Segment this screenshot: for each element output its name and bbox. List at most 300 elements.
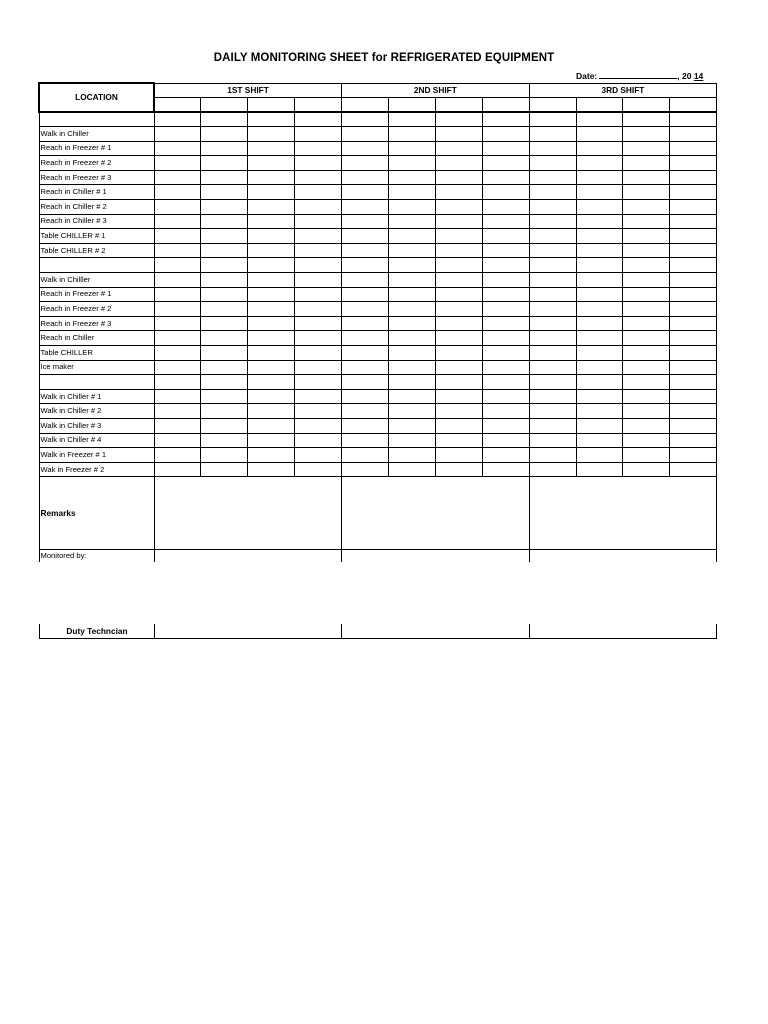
reading-cell[interactable] <box>388 185 435 200</box>
reading-cell[interactable] <box>201 214 248 229</box>
sub-header-cell[interactable] <box>576 97 623 112</box>
reading-cell[interactable] <box>529 185 576 200</box>
reading-cell[interactable] <box>623 141 670 156</box>
reading-cell[interactable] <box>154 185 201 200</box>
reading-cell[interactable] <box>623 112 670 127</box>
reading-cell[interactable] <box>576 448 623 463</box>
reading-cell[interactable] <box>435 229 482 244</box>
reading-cell[interactable] <box>435 418 482 433</box>
reading-cell[interactable] <box>201 258 248 273</box>
reading-cell[interactable] <box>295 331 342 346</box>
reading-cell[interactable] <box>388 316 435 331</box>
reading-cell[interactable] <box>154 404 201 419</box>
reading-cell[interactable] <box>295 214 342 229</box>
reading-cell[interactable] <box>295 375 342 390</box>
reading-cell[interactable] <box>670 433 717 448</box>
reading-cell[interactable] <box>248 273 295 288</box>
reading-cell[interactable] <box>482 418 529 433</box>
reading-cell[interactable] <box>623 375 670 390</box>
reading-cell[interactable] <box>623 316 670 331</box>
reading-cell[interactable] <box>248 141 295 156</box>
reading-cell[interactable] <box>342 346 389 361</box>
reading-cell[interactable] <box>435 331 482 346</box>
reading-cell[interactable] <box>201 346 248 361</box>
reading-cell[interactable] <box>248 112 295 127</box>
reading-cell[interactable] <box>248 448 295 463</box>
reading-cell[interactable] <box>529 360 576 375</box>
reading-cell[interactable] <box>576 170 623 185</box>
reading-cell[interactable] <box>295 156 342 171</box>
reading-cell[interactable] <box>670 243 717 258</box>
reading-cell[interactable] <box>342 462 389 477</box>
reading-cell[interactable] <box>201 360 248 375</box>
reading-cell[interactable] <box>482 229 529 244</box>
reading-cell[interactable] <box>435 258 482 273</box>
reading-cell[interactable] <box>388 127 435 142</box>
reading-cell[interactable] <box>342 156 389 171</box>
reading-cell[interactable] <box>388 214 435 229</box>
reading-cell[interactable] <box>576 273 623 288</box>
reading-cell[interactable] <box>295 389 342 404</box>
reading-cell[interactable] <box>529 200 576 215</box>
reading-cell[interactable] <box>670 462 717 477</box>
reading-cell[interactable] <box>154 346 201 361</box>
reading-cell[interactable] <box>295 229 342 244</box>
reading-cell[interactable] <box>342 127 389 142</box>
reading-cell[interactable] <box>201 170 248 185</box>
reading-cell[interactable] <box>576 433 623 448</box>
reading-cell[interactable] <box>154 200 201 215</box>
reading-cell[interactable] <box>576 418 623 433</box>
reading-cell[interactable] <box>670 346 717 361</box>
reading-cell[interactable] <box>435 141 482 156</box>
reading-cell[interactable] <box>529 243 576 258</box>
reading-cell[interactable] <box>482 112 529 127</box>
reading-cell[interactable] <box>576 389 623 404</box>
reading-cell[interactable] <box>388 302 435 317</box>
reading-cell[interactable] <box>154 258 201 273</box>
reading-cell[interactable] <box>201 389 248 404</box>
reading-cell[interactable] <box>529 316 576 331</box>
reading-cell[interactable] <box>623 462 670 477</box>
reading-cell[interactable] <box>623 243 670 258</box>
reading-cell[interactable] <box>201 273 248 288</box>
reading-cell[interactable] <box>388 375 435 390</box>
reading-cell[interactable] <box>154 112 201 127</box>
reading-cell[interactable] <box>529 170 576 185</box>
reading-cell[interactable] <box>201 418 248 433</box>
reading-cell[interactable] <box>295 287 342 302</box>
reading-cell[interactable] <box>248 200 295 215</box>
sub-header-cell[interactable] <box>201 97 248 112</box>
reading-cell[interactable] <box>154 375 201 390</box>
reading-cell[interactable] <box>670 331 717 346</box>
reading-cell[interactable] <box>388 448 435 463</box>
reading-cell[interactable] <box>670 302 717 317</box>
reading-cell[interactable] <box>248 389 295 404</box>
reading-cell[interactable] <box>576 243 623 258</box>
reading-cell[interactable] <box>248 170 295 185</box>
reading-cell[interactable] <box>248 302 295 317</box>
reading-cell[interactable] <box>295 243 342 258</box>
reading-cell[interactable] <box>154 331 201 346</box>
reading-cell[interactable] <box>529 462 576 477</box>
reading-cell[interactable] <box>154 316 201 331</box>
reading-cell[interactable] <box>670 273 717 288</box>
reading-cell[interactable] <box>201 200 248 215</box>
reading-cell[interactable] <box>435 243 482 258</box>
reading-cell[interactable] <box>670 141 717 156</box>
reading-cell[interactable] <box>623 418 670 433</box>
reading-cell[interactable] <box>388 170 435 185</box>
reading-cell[interactable] <box>482 462 529 477</box>
reading-cell[interactable] <box>342 214 389 229</box>
reading-cell[interactable] <box>295 418 342 433</box>
reading-cell[interactable] <box>623 214 670 229</box>
reading-cell[interactable] <box>576 346 623 361</box>
reading-cell[interactable] <box>342 316 389 331</box>
reading-cell[interactable] <box>435 302 482 317</box>
reading-cell[interactable] <box>435 389 482 404</box>
reading-cell[interactable] <box>670 404 717 419</box>
reading-cell[interactable] <box>623 229 670 244</box>
reading-cell[interactable] <box>248 433 295 448</box>
reading-cell[interactable] <box>670 156 717 171</box>
reading-cell[interactable] <box>482 448 529 463</box>
reading-cell[interactable] <box>388 331 435 346</box>
reading-cell[interactable] <box>435 200 482 215</box>
reading-cell[interactable] <box>670 170 717 185</box>
reading-cell[interactable] <box>529 418 576 433</box>
reading-cell[interactable] <box>435 360 482 375</box>
reading-cell[interactable] <box>154 127 201 142</box>
reading-cell[interactable] <box>623 156 670 171</box>
reading-cell[interactable] <box>576 200 623 215</box>
reading-cell[interactable] <box>482 389 529 404</box>
reading-cell[interactable] <box>670 316 717 331</box>
reading-cell[interactable] <box>482 141 529 156</box>
reading-cell[interactable] <box>529 214 576 229</box>
sub-header-cell[interactable] <box>670 97 717 112</box>
reading-cell[interactable] <box>154 433 201 448</box>
sub-header-cell[interactable] <box>529 97 576 112</box>
reading-cell[interactable] <box>295 273 342 288</box>
reading-cell[interactable] <box>482 375 529 390</box>
reading-cell[interactable] <box>670 287 717 302</box>
reading-cell[interactable] <box>201 156 248 171</box>
reading-cell[interactable] <box>248 316 295 331</box>
reading-cell[interactable] <box>529 127 576 142</box>
reading-cell[interactable] <box>388 346 435 361</box>
reading-cell[interactable] <box>201 462 248 477</box>
sub-header-cell[interactable] <box>482 97 529 112</box>
reading-cell[interactable] <box>201 433 248 448</box>
reading-cell[interactable] <box>388 360 435 375</box>
reading-cell[interactable] <box>248 243 295 258</box>
reading-cell[interactable] <box>248 462 295 477</box>
reading-cell[interactable] <box>154 273 201 288</box>
reading-cell[interactable] <box>201 448 248 463</box>
reading-cell[interactable] <box>342 302 389 317</box>
reading-cell[interactable] <box>482 302 529 317</box>
reading-cell[interactable] <box>154 360 201 375</box>
reading-cell[interactable] <box>576 404 623 419</box>
reading-cell[interactable] <box>482 243 529 258</box>
reading-cell[interactable] <box>342 331 389 346</box>
reading-cell[interactable] <box>529 331 576 346</box>
reading-cell[interactable] <box>482 316 529 331</box>
reading-cell[interactable] <box>670 360 717 375</box>
remarks-shift-1-field[interactable] <box>154 477 342 550</box>
reading-cell[interactable] <box>388 273 435 288</box>
reading-cell[interactable] <box>342 243 389 258</box>
reading-cell[interactable] <box>576 375 623 390</box>
reading-cell[interactable] <box>342 185 389 200</box>
reading-cell[interactable] <box>670 229 717 244</box>
reading-cell[interactable] <box>623 258 670 273</box>
reading-cell[interactable] <box>201 404 248 419</box>
reading-cell[interactable] <box>295 360 342 375</box>
reading-cell[interactable] <box>435 185 482 200</box>
reading-cell[interactable] <box>248 331 295 346</box>
reading-cell[interactable] <box>529 375 576 390</box>
reading-cell[interactable] <box>435 448 482 463</box>
sub-header-cell[interactable] <box>342 97 389 112</box>
reading-cell[interactable] <box>623 389 670 404</box>
reading-cell[interactable] <box>670 448 717 463</box>
reading-cell[interactable] <box>435 462 482 477</box>
reading-cell[interactable] <box>388 287 435 302</box>
reading-cell[interactable] <box>342 287 389 302</box>
reading-cell[interactable] <box>342 448 389 463</box>
reading-cell[interactable] <box>248 418 295 433</box>
monitored-by-shift-1-field[interactable] <box>154 550 342 563</box>
reading-cell[interactable] <box>342 141 389 156</box>
reading-cell[interactable] <box>529 258 576 273</box>
reading-cell[interactable] <box>670 200 717 215</box>
reading-cell[interactable] <box>482 360 529 375</box>
reading-cell[interactable] <box>623 200 670 215</box>
reading-cell[interactable] <box>342 170 389 185</box>
reading-cell[interactable] <box>482 273 529 288</box>
reading-cell[interactable] <box>248 258 295 273</box>
reading-cell[interactable] <box>248 185 295 200</box>
duty-technician-shift-2-field[interactable] <box>342 624 530 639</box>
duty-technician-shift-1-field[interactable] <box>154 624 342 639</box>
reading-cell[interactable] <box>248 214 295 229</box>
sub-header-cell[interactable] <box>388 97 435 112</box>
reading-cell[interactable] <box>482 287 529 302</box>
reading-cell[interactable] <box>248 346 295 361</box>
reading-cell[interactable] <box>154 243 201 258</box>
reading-cell[interactable] <box>295 462 342 477</box>
reading-cell[interactable] <box>295 316 342 331</box>
reading-cell[interactable] <box>201 331 248 346</box>
sub-header-cell[interactable] <box>154 97 201 112</box>
reading-cell[interactable] <box>295 404 342 419</box>
reading-cell[interactable] <box>670 185 717 200</box>
reading-cell[interactable] <box>154 448 201 463</box>
reading-cell[interactable] <box>154 214 201 229</box>
reading-cell[interactable] <box>154 418 201 433</box>
reading-cell[interactable] <box>388 229 435 244</box>
reading-cell[interactable] <box>248 360 295 375</box>
reading-cell[interactable] <box>388 200 435 215</box>
reading-cell[interactable] <box>623 448 670 463</box>
reading-cell[interactable] <box>435 346 482 361</box>
reading-cell[interactable] <box>482 200 529 215</box>
reading-cell[interactable] <box>295 185 342 200</box>
reading-cell[interactable] <box>388 462 435 477</box>
reading-cell[interactable] <box>342 360 389 375</box>
reading-cell[interactable] <box>388 243 435 258</box>
reading-cell[interactable] <box>201 112 248 127</box>
reading-cell[interactable] <box>482 185 529 200</box>
reading-cell[interactable] <box>342 433 389 448</box>
reading-cell[interactable] <box>576 302 623 317</box>
reading-cell[interactable] <box>482 331 529 346</box>
reading-cell[interactable] <box>529 433 576 448</box>
reading-cell[interactable] <box>482 170 529 185</box>
reading-cell[interactable] <box>154 229 201 244</box>
reading-cell[interactable] <box>576 287 623 302</box>
reading-cell[interactable] <box>295 112 342 127</box>
reading-cell[interactable] <box>482 127 529 142</box>
reading-cell[interactable] <box>435 433 482 448</box>
reading-cell[interactable] <box>201 141 248 156</box>
reading-cell[interactable] <box>576 229 623 244</box>
reading-cell[interactable] <box>295 448 342 463</box>
reading-cell[interactable] <box>201 229 248 244</box>
reading-cell[interactable] <box>576 360 623 375</box>
reading-cell[interactable] <box>201 302 248 317</box>
reading-cell[interactable] <box>576 185 623 200</box>
reading-cell[interactable] <box>670 258 717 273</box>
reading-cell[interactable] <box>295 141 342 156</box>
reading-cell[interactable] <box>154 462 201 477</box>
reading-cell[interactable] <box>623 185 670 200</box>
reading-cell[interactable] <box>576 156 623 171</box>
remarks-shift-2-field[interactable] <box>342 477 530 550</box>
reading-cell[interactable] <box>482 433 529 448</box>
reading-cell[interactable] <box>529 346 576 361</box>
reading-cell[interactable] <box>482 156 529 171</box>
reading-cell[interactable] <box>529 229 576 244</box>
reading-cell[interactable] <box>482 214 529 229</box>
reading-cell[interactable] <box>576 331 623 346</box>
reading-cell[interactable] <box>154 141 201 156</box>
reading-cell[interactable] <box>248 287 295 302</box>
duty-technician-shift-3-field[interactable] <box>529 624 717 639</box>
reading-cell[interactable] <box>248 156 295 171</box>
reading-cell[interactable] <box>388 389 435 404</box>
reading-cell[interactable] <box>435 375 482 390</box>
reading-cell[interactable] <box>388 404 435 419</box>
reading-cell[interactable] <box>295 200 342 215</box>
reading-cell[interactable] <box>201 127 248 142</box>
reading-cell[interactable] <box>342 200 389 215</box>
reading-cell[interactable] <box>623 127 670 142</box>
reading-cell[interactable] <box>295 346 342 361</box>
reading-cell[interactable] <box>482 346 529 361</box>
reading-cell[interactable] <box>623 170 670 185</box>
reading-cell[interactable] <box>482 258 529 273</box>
sub-header-cell[interactable] <box>623 97 670 112</box>
reading-cell[interactable] <box>435 273 482 288</box>
reading-cell[interactable] <box>623 404 670 419</box>
reading-cell[interactable] <box>435 214 482 229</box>
reading-cell[interactable] <box>295 302 342 317</box>
remarks-shift-3-field[interactable] <box>529 477 717 550</box>
reading-cell[interactable] <box>388 112 435 127</box>
reading-cell[interactable] <box>435 287 482 302</box>
reading-cell[interactable] <box>529 156 576 171</box>
reading-cell[interactable] <box>576 214 623 229</box>
reading-cell[interactable] <box>201 185 248 200</box>
reading-cell[interactable] <box>435 404 482 419</box>
sub-header-cell[interactable] <box>248 97 295 112</box>
reading-cell[interactable] <box>342 418 389 433</box>
reading-cell[interactable] <box>295 127 342 142</box>
reading-cell[interactable] <box>342 375 389 390</box>
reading-cell[interactable] <box>248 404 295 419</box>
reading-cell[interactable] <box>201 316 248 331</box>
reading-cell[interactable] <box>576 141 623 156</box>
reading-cell[interactable] <box>342 258 389 273</box>
reading-cell[interactable] <box>670 375 717 390</box>
reading-cell[interactable] <box>623 346 670 361</box>
reading-cell[interactable] <box>295 170 342 185</box>
reading-cell[interactable] <box>154 287 201 302</box>
reading-cell[interactable] <box>623 433 670 448</box>
sub-header-cell[interactable] <box>435 97 482 112</box>
reading-cell[interactable] <box>623 273 670 288</box>
reading-cell[interactable] <box>154 156 201 171</box>
reading-cell[interactable] <box>435 127 482 142</box>
reading-cell[interactable] <box>248 229 295 244</box>
reading-cell[interactable] <box>435 170 482 185</box>
reading-cell[interactable] <box>529 287 576 302</box>
reading-cell[interactable] <box>295 433 342 448</box>
reading-cell[interactable] <box>576 316 623 331</box>
reading-cell[interactable] <box>670 214 717 229</box>
reading-cell[interactable] <box>388 156 435 171</box>
reading-cell[interactable] <box>670 418 717 433</box>
reading-cell[interactable] <box>670 389 717 404</box>
reading-cell[interactable] <box>154 170 201 185</box>
date-blank-field[interactable] <box>599 70 677 79</box>
reading-cell[interactable] <box>154 389 201 404</box>
reading-cell[interactable] <box>529 404 576 419</box>
reading-cell[interactable] <box>529 141 576 156</box>
reading-cell[interactable] <box>623 302 670 317</box>
monitored-by-shift-3-field[interactable] <box>529 550 717 563</box>
reading-cell[interactable] <box>529 389 576 404</box>
reading-cell[interactable] <box>388 141 435 156</box>
reading-cell[interactable] <box>623 331 670 346</box>
reading-cell[interactable] <box>388 418 435 433</box>
reading-cell[interactable] <box>248 127 295 142</box>
reading-cell[interactable] <box>435 112 482 127</box>
reading-cell[interactable] <box>576 127 623 142</box>
reading-cell[interactable] <box>342 273 389 288</box>
reading-cell[interactable] <box>342 389 389 404</box>
reading-cell[interactable] <box>435 316 482 331</box>
reading-cell[interactable] <box>670 112 717 127</box>
reading-cell[interactable] <box>529 273 576 288</box>
reading-cell[interactable] <box>248 375 295 390</box>
reading-cell[interactable] <box>154 302 201 317</box>
